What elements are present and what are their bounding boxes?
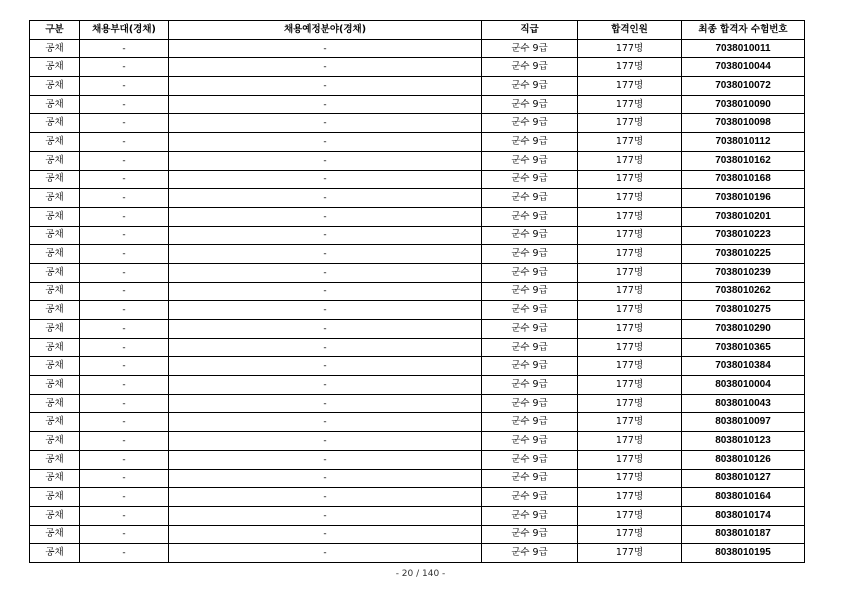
- cell-grade: 군수 9급: [482, 207, 578, 226]
- cell-grade: 군수 9급: [482, 338, 578, 357]
- cell-exam-number: 7038010168: [682, 170, 805, 189]
- cell-hiring-unit: -: [80, 376, 169, 395]
- cell-grade: 군수 9급: [482, 357, 578, 376]
- cell-hiring-unit: -: [80, 207, 169, 226]
- cell-grade: 군수 9급: [482, 450, 578, 469]
- cell-category: 공채: [30, 432, 80, 451]
- cell-exam-number: 7038010275: [682, 301, 805, 320]
- cell-pass-count: 177명: [578, 376, 682, 395]
- table-row: [30, 432, 805, 451]
- table-row: [30, 301, 805, 320]
- cell-grade: 군수 9급: [482, 320, 578, 339]
- cell-category: 공채: [30, 226, 80, 245]
- cell-planned-field: -: [169, 357, 482, 376]
- cell-hiring-unit: -: [80, 189, 169, 208]
- cell-grade: 군수 9급: [482, 469, 578, 488]
- cell-category: 공채: [30, 320, 80, 339]
- cell-exam-number: 7038010223: [682, 226, 805, 245]
- table-body: [30, 39, 805, 562]
- cell-category: 공채: [30, 506, 80, 525]
- cell-grade: 군수 9급: [482, 263, 578, 282]
- cell-exam-number: 7038010239: [682, 263, 805, 282]
- cell-pass-count: 177명: [578, 77, 682, 96]
- cell-exam-number: 7038010384: [682, 357, 805, 376]
- cell-hiring-unit: -: [80, 39, 169, 58]
- cell-grade: 군수 9급: [482, 525, 578, 544]
- table-row: [30, 506, 805, 525]
- cell-grade: 군수 9급: [482, 506, 578, 525]
- table-row: [30, 151, 805, 170]
- cell-pass-count: 177명: [578, 320, 682, 339]
- cell-exam-number: 7038010225: [682, 245, 805, 264]
- cell-planned-field: -: [169, 525, 482, 544]
- cell-pass-count: 177명: [578, 357, 682, 376]
- cell-exam-number: 7038010098: [682, 114, 805, 133]
- cell-grade: 군수 9급: [482, 413, 578, 432]
- cell-exam-number: 8038010195: [682, 544, 805, 563]
- cell-exam-number: 8038010174: [682, 506, 805, 525]
- cell-hiring-unit: -: [80, 357, 169, 376]
- cell-planned-field: -: [169, 376, 482, 395]
- cell-planned-field: -: [169, 282, 482, 301]
- cell-pass-count: 177명: [578, 226, 682, 245]
- cell-category: 공채: [30, 488, 80, 507]
- table-row: [30, 394, 805, 413]
- cell-pass-count: 177명: [578, 95, 682, 114]
- cell-category: 공채: [30, 338, 80, 357]
- cell-pass-count: 177명: [578, 525, 682, 544]
- table-header-row: [30, 21, 805, 40]
- table-row: [30, 189, 805, 208]
- cell-planned-field: -: [169, 77, 482, 96]
- cell-category: 공채: [30, 301, 80, 320]
- cell-planned-field: -: [169, 245, 482, 264]
- table-row: [30, 95, 805, 114]
- cell-grade: 군수 9급: [482, 432, 578, 451]
- cell-pass-count: 177명: [578, 151, 682, 170]
- table-row: [30, 488, 805, 507]
- header-pass-count: 합격인원: [578, 21, 682, 40]
- cell-pass-count: 177명: [578, 58, 682, 77]
- cell-planned-field: -: [169, 432, 482, 451]
- cell-grade: 군수 9급: [482, 394, 578, 413]
- cell-planned-field: -: [169, 394, 482, 413]
- header-grade: 직급: [482, 21, 578, 40]
- cell-pass-count: 177명: [578, 39, 682, 58]
- cell-planned-field: -: [169, 506, 482, 525]
- header-hiring-unit: 채용부대(경채): [80, 21, 169, 40]
- table-row: [30, 170, 805, 189]
- table-row: [30, 114, 805, 133]
- table-row: [30, 226, 805, 245]
- cell-grade: 군수 9급: [482, 77, 578, 96]
- cell-exam-number: 7038010044: [682, 58, 805, 77]
- cell-exam-number: 7038010090: [682, 95, 805, 114]
- cell-hiring-unit: -: [80, 151, 169, 170]
- cell-hiring-unit: -: [80, 488, 169, 507]
- cell-category: 공채: [30, 133, 80, 152]
- table-row: [30, 77, 805, 96]
- cell-grade: 군수 9급: [482, 95, 578, 114]
- cell-category: 공채: [30, 282, 80, 301]
- cell-hiring-unit: -: [80, 469, 169, 488]
- cell-category: 공채: [30, 357, 80, 376]
- cell-category: 공채: [30, 394, 80, 413]
- cell-pass-count: 177명: [578, 133, 682, 152]
- cell-pass-count: 177명: [578, 488, 682, 507]
- cell-category: 공채: [30, 413, 80, 432]
- cell-hiring-unit: -: [80, 263, 169, 282]
- cell-hiring-unit: -: [80, 282, 169, 301]
- cell-category: 공채: [30, 189, 80, 208]
- cell-planned-field: -: [169, 263, 482, 282]
- table-row: [30, 469, 805, 488]
- cell-planned-field: -: [169, 39, 482, 58]
- cell-grade: 군수 9급: [482, 376, 578, 395]
- cell-exam-number: 7038010011: [682, 39, 805, 58]
- cell-grade: 군수 9급: [482, 151, 578, 170]
- cell-hiring-unit: -: [80, 133, 169, 152]
- table-row: [30, 544, 805, 563]
- cell-pass-count: 177명: [578, 207, 682, 226]
- cell-grade: 군수 9급: [482, 544, 578, 563]
- cell-hiring-unit: -: [80, 226, 169, 245]
- cell-category: 공채: [30, 170, 80, 189]
- cell-pass-count: 177명: [578, 170, 682, 189]
- cell-grade: 군수 9급: [482, 189, 578, 208]
- cell-planned-field: -: [169, 338, 482, 357]
- cell-exam-number: 8038010043: [682, 394, 805, 413]
- cell-grade: 군수 9급: [482, 58, 578, 77]
- cell-grade: 군수 9급: [482, 39, 578, 58]
- cell-pass-count: 177명: [578, 301, 682, 320]
- cell-exam-number: 7038010162: [682, 151, 805, 170]
- cell-category: 공채: [30, 58, 80, 77]
- cell-category: 공채: [30, 151, 80, 170]
- cell-grade: 군수 9급: [482, 245, 578, 264]
- cell-planned-field: -: [169, 320, 482, 339]
- cell-category: 공채: [30, 469, 80, 488]
- cell-pass-count: 177명: [578, 450, 682, 469]
- cell-planned-field: -: [169, 133, 482, 152]
- cell-pass-count: 177명: [578, 394, 682, 413]
- cell-category: 공채: [30, 450, 80, 469]
- cell-hiring-unit: -: [80, 450, 169, 469]
- table-row: [30, 282, 805, 301]
- cell-hiring-unit: -: [80, 432, 169, 451]
- cell-pass-count: 177명: [578, 544, 682, 563]
- cell-exam-number: 8038010187: [682, 525, 805, 544]
- cell-exam-number: 7038010201: [682, 207, 805, 226]
- cell-planned-field: -: [169, 450, 482, 469]
- cell-grade: 군수 9급: [482, 226, 578, 245]
- cell-pass-count: 177명: [578, 413, 682, 432]
- cell-exam-number: 7038010365: [682, 338, 805, 357]
- header-planned-field: 채용예정분야(경채): [169, 21, 482, 40]
- cell-pass-count: 177명: [578, 263, 682, 282]
- cell-pass-count: 177명: [578, 245, 682, 264]
- page-number: - 20 / 140 -: [395, 569, 446, 579]
- cell-exam-number: 7038010072: [682, 77, 805, 96]
- cell-exam-number: 8038010123: [682, 432, 805, 451]
- cell-hiring-unit: -: [80, 338, 169, 357]
- cell-category: 공채: [30, 207, 80, 226]
- cell-category: 공채: [30, 95, 80, 114]
- cell-pass-count: 177명: [578, 469, 682, 488]
- cell-pass-count: 177명: [578, 432, 682, 451]
- cell-hiring-unit: -: [80, 320, 169, 339]
- cell-planned-field: -: [169, 95, 482, 114]
- results-table: [29, 20, 805, 563]
- cell-hiring-unit: -: [80, 413, 169, 432]
- table-row: [30, 320, 805, 339]
- cell-pass-count: 177명: [578, 114, 682, 133]
- cell-planned-field: -: [169, 151, 482, 170]
- cell-category: 공채: [30, 376, 80, 395]
- table-row: [30, 450, 805, 469]
- cell-hiring-unit: -: [80, 58, 169, 77]
- header-category: 구분: [30, 21, 80, 40]
- cell-planned-field: -: [169, 114, 482, 133]
- cell-exam-number: 7038010290: [682, 320, 805, 339]
- cell-grade: 군수 9급: [482, 282, 578, 301]
- cell-category: 공채: [30, 263, 80, 282]
- cell-hiring-unit: -: [80, 544, 169, 563]
- cell-planned-field: -: [169, 189, 482, 208]
- cell-hiring-unit: -: [80, 170, 169, 189]
- cell-pass-count: 177명: [578, 338, 682, 357]
- table-row: [30, 245, 805, 264]
- cell-hiring-unit: -: [80, 77, 169, 96]
- cell-pass-count: 177명: [578, 282, 682, 301]
- cell-exam-number: 8038010164: [682, 488, 805, 507]
- table-row: [30, 376, 805, 395]
- cell-planned-field: -: [169, 58, 482, 77]
- cell-grade: 군수 9급: [482, 133, 578, 152]
- header-exam-number: 최종 합격자 수험번호: [682, 21, 805, 40]
- table-row: [30, 357, 805, 376]
- cell-grade: 군수 9급: [482, 170, 578, 189]
- cell-category: 공채: [30, 77, 80, 96]
- cell-grade: 군수 9급: [482, 114, 578, 133]
- cell-hiring-unit: -: [80, 114, 169, 133]
- cell-exam-number: 8038010004: [682, 376, 805, 395]
- cell-hiring-unit: -: [80, 506, 169, 525]
- cell-planned-field: -: [169, 170, 482, 189]
- cell-grade: 군수 9급: [482, 301, 578, 320]
- cell-planned-field: -: [169, 469, 482, 488]
- cell-hiring-unit: -: [80, 245, 169, 264]
- cell-hiring-unit: -: [80, 95, 169, 114]
- cell-exam-number: 8038010127: [682, 469, 805, 488]
- table-row: [30, 39, 805, 58]
- table-row: [30, 133, 805, 152]
- cell-exam-number: 8038010126: [682, 450, 805, 469]
- table-row: [30, 413, 805, 432]
- cell-planned-field: -: [169, 413, 482, 432]
- table-row: [30, 525, 805, 544]
- cell-category: 공채: [30, 525, 80, 544]
- cell-planned-field: -: [169, 207, 482, 226]
- cell-exam-number: 8038010097: [682, 413, 805, 432]
- cell-exam-number: 7038010196: [682, 189, 805, 208]
- cell-exam-number: 7038010112: [682, 133, 805, 152]
- cell-planned-field: -: [169, 488, 482, 507]
- cell-pass-count: 177명: [578, 189, 682, 208]
- cell-pass-count: 177명: [578, 506, 682, 525]
- cell-exam-number: 7038010262: [682, 282, 805, 301]
- table-row: [30, 58, 805, 77]
- cell-category: 공채: [30, 39, 80, 58]
- cell-planned-field: -: [169, 544, 482, 563]
- table-row: [30, 207, 805, 226]
- table-row: [30, 338, 805, 357]
- cell-planned-field: -: [169, 301, 482, 320]
- cell-hiring-unit: -: [80, 301, 169, 320]
- cell-planned-field: -: [169, 226, 482, 245]
- cell-grade: 군수 9급: [482, 488, 578, 507]
- cell-hiring-unit: -: [80, 525, 169, 544]
- cell-category: 공채: [30, 114, 80, 133]
- cell-category: 공채: [30, 245, 80, 264]
- table-row: [30, 263, 805, 282]
- cell-category: 공채: [30, 544, 80, 563]
- cell-hiring-unit: -: [80, 394, 169, 413]
